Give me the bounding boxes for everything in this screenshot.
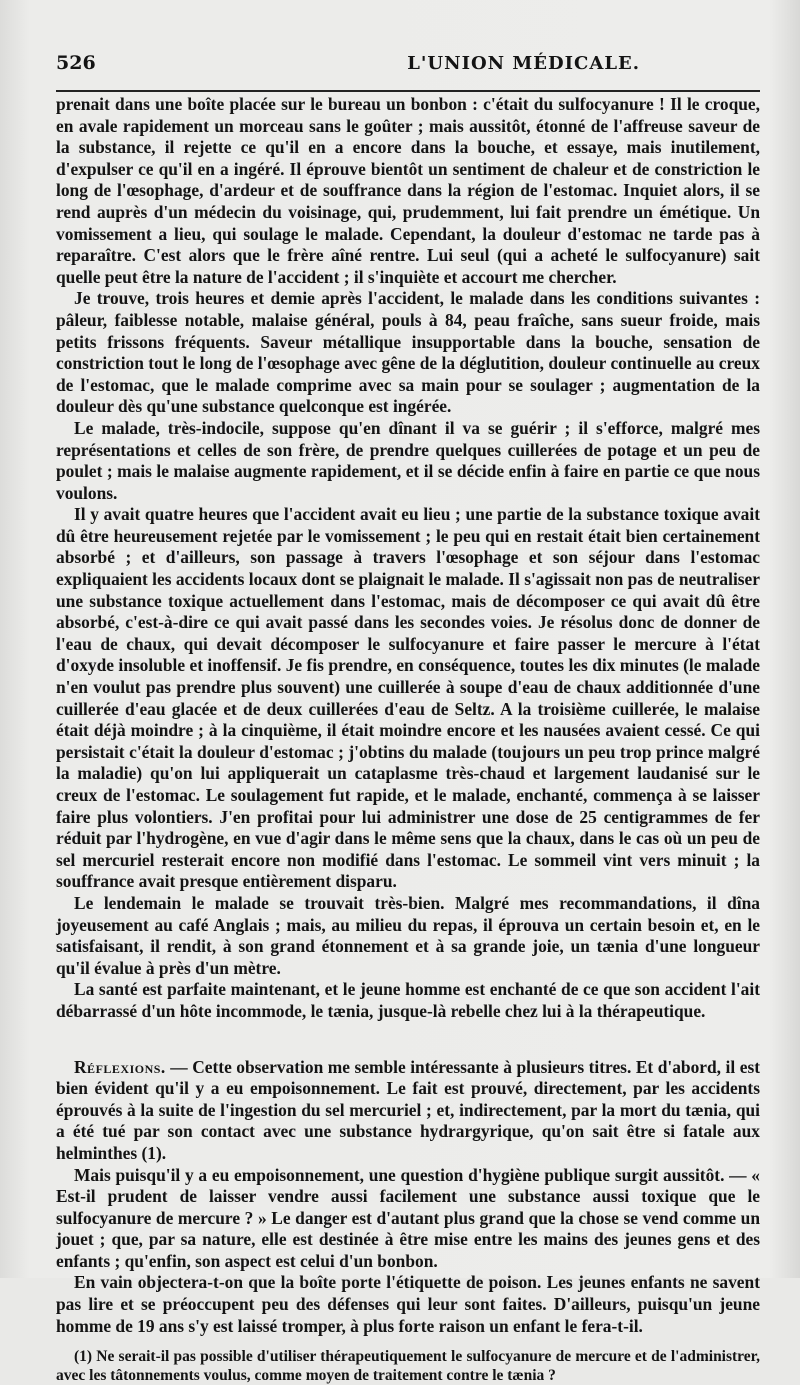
running-title: L'UNION MÉDICALE. bbox=[407, 53, 640, 74]
paragraph: En vain objectera-t-on que la boîte porte l'étiquette de poison. Les jeunes enfants ne savent pas lire et se préoccupent peu des défenses qui leur sont faites. D'ailleurs, puisqu'un jeune homme de 19 ans s'y est laissé tromper, à plus forte raison un enfant le fera-t-il. bbox=[56, 1272, 760, 1336]
reflexions-text: — Cette observation me semble intéressante à plusieurs titres. Et d'abord, il est bien évident qu'il y a eu empoisonnement. Le fait est prouvé, directement, par les accidents éprouvés à la suite de l'ingestion du sel mercuriel ; et, indirectement, par la mort du tænia, qui a été tué par son contact avec une substance hydrargyrique, qu'on sait être si fatale aux helminthes (1). bbox=[56, 1056, 760, 1163]
paragraph: Il y avait quatre heures que l'accident avait eu lieu ; une partie de la substance toxique avait dû être heureusement rejetée par le vomissement ; le peu qui en restait était bien certainement absorbé ; et d'ailleurs, son passage à travers l'œsophage et son séjour dans l'estomac expliquaient les accidents locaux dont se plaignait le malade. Il s'agissait non pas de neutraliser une substance toxique actuellement dans l'estomac, mais de décomposer ce qui avait dû être absorbé, c'est-à-dire ce qui avait passé dans les secondes voies. Je résolus donc de donner de l'eau de chaux, qui devait décomposer le sulfocyanure et faire passer le mercure à l'état d'oxyde insoluble et inoffensif. Je fis prendre, en conséquence, toutes les dix minutes (le malade n'en voulut pas prendre plus souvent) une cuillerée à soupe d'eau de chaux additionnée d'une cuillerée d'eau glacée et de deux cuillerées d'eau de Seltz. A la troisième cuillerée, le malaise était déjà moindre ; à la cinquième, il était moindre encore et les nausées avaient cessé. Ce qui persistait c'était la douleur d'estomac ; j'obtins du malade (toujours un peu trop prince malgré la maladie) qu'on lui appliquerait un cataplasme très-chaud et largement laudanisé sur le creux de l'estomac. Le soulagement fut rapide, et le malade, enchanté, commença à se laisser faire plus volontiers. J'en profitai pour lui administrer une dose de 25 centigrammes de fer réduit par l'hydrogène, en vue d'agir dans le même sens que la chaux, dans le cas où un peu de sel mercuriel resterait encore non modifié dans l'estomac. Le sommeil vint vers minuit ; la souffrance avait presque entièrement disparu. bbox=[56, 504, 760, 892]
section-spacer bbox=[56, 1023, 760, 1057]
paragraph: Mais puisqu'il y a eu empoisonnement, une question d'hygiène publique surgit aussitôt. — « Est-il prudent de laisser vendre aussi facilement une substance aussi toxique que le sulfocyanure de mercure ? » Le danger est d'autant plus grand que la chose se vend comme un jouet ; que, par sa nature, elle est destinée à être mise entre les mains des jeunes gens et des enfants ; qu'enfin, son aspect est celui d'un bonbon. bbox=[56, 1164, 760, 1271]
header-rule bbox=[56, 90, 760, 92]
page-header bbox=[56, 52, 760, 82]
paragraph: Le lendemain le malade se trouvait très-bien. Malgré mes recommandations, il dîna joyeusement au café Anglais ; mais, au milieu du repas, il éprouva un certain besoin et, en le satisfaisant, il rendit, à son grand étonnement et à sa grande joie, un tænia d'une longueur qu'il évalue à près d'un mètre. bbox=[56, 892, 760, 978]
page-number: 526 bbox=[56, 52, 96, 74]
article-body bbox=[56, 94, 760, 1337]
paragraph: prenait dans une boîte placée sur le bureau un bonbon : c'était du sulfocyanure ! Il le croque, en avale rapidement un morceau sans le goûter ; mais aussitôt, étonné de l'affreuse saveur de la substance, il rejette ce qu'il en a encore dans la bouche, et essaye, mais inutilement, d'expulser ce qu'il en a ingéré. Il éprouve bientôt un sentiment de chaleur et de constriction le long de l'œsophage, d'ardeur et de souffrance dans la région de l'estomac. Inquiet alors, il se rend auprès d'un médecin du voisinage, qui, prudemment, lui fait prendre un émétique. Un vomissement a lieu, qui soulage le malade. Cependant, la douleur d'estomac ne tarde pas à reparaître. C'est alors que le frère aîné rentre. Lui seul (qui a acheté le sulfocyanure) sait quelle peut être la nature de l'accident ; il s'inquiète et accourt me chercher. bbox=[56, 94, 760, 287]
paragraph: Le malade, très-indocile, suppose qu'en dînant il va se guérir ; il s'efforce, malgré mes représentations et celles de son frère, de prendre quelques cuillerées de potage et un peu de poulet ; mais le malaise augmente rapidement, et il se décide enfin à faire en partie ce que nous voulons. bbox=[56, 417, 760, 503]
footnote: (1) Ne serait-il pas possible d'utiliser thérapeutiquement le sulfocyanure de mercure et de l'administrer, avec les tâtonnements voulus, comme moyen de traitement contre le tænia ? bbox=[56, 1348, 760, 1385]
reflexions-paragraph bbox=[56, 1057, 760, 1165]
reflexions-label: Réflexions. bbox=[74, 1056, 166, 1077]
paragraph: Je trouve, trois heures et demie après l'accident, le malade dans les conditions suivantes : pâleur, faiblesse notable, malaise général, pouls à 84, peau fraîche, sans sueur froide, mais petits frissons fréquents. Saveur métallique insupportable dans la bouche, sensation de constriction tout le long de l'œsophage avec gêne de la déglutition, douleur continuelle au creux de l'estomac, que le malade comprime avec sa main pour se soulager ; augmentation de la douleur dès qu'une substance quelconque est ingérée. bbox=[56, 288, 760, 417]
paragraph: La santé est parfaite maintenant, et le jeune homme est enchanté de ce que son accident l'ait débarrassé d'un hôte incommode, le tænia, jusque-là rebelle chez lui à la thérapeutique. bbox=[56, 979, 760, 1021]
